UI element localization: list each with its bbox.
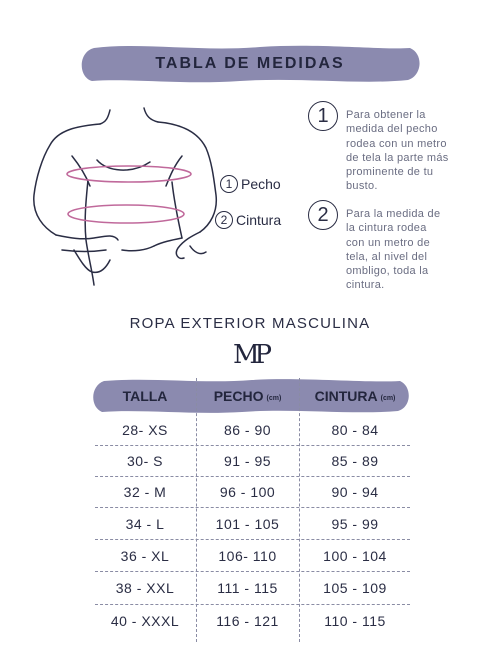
instruction-line: cintura. xyxy=(346,279,385,292)
instruction-line: la cintura rodea xyxy=(346,222,427,235)
header-pecho xyxy=(196,378,299,414)
cell-pecho: 111 - 115 xyxy=(217,579,278,596)
page-title: TABLA DE MEDIDAS xyxy=(155,55,345,72)
header-cintura-unit: (cm) xyxy=(380,394,396,402)
cell-talla: 38 - XXL xyxy=(115,579,175,596)
instruction-line: rodea con un metro xyxy=(346,137,447,150)
instruction-line: Para obtener la xyxy=(346,109,426,121)
callout-number: 1 xyxy=(220,175,238,193)
cell-talla: 30- S xyxy=(127,452,163,469)
cell-cintura: 110 - 115 xyxy=(324,612,386,629)
brand-logo: MP xyxy=(232,340,268,370)
header-talla xyxy=(95,378,195,414)
cell-pecho: 116 - 121 xyxy=(216,612,279,629)
instruction-line: ombligo, toda la xyxy=(346,265,429,278)
waist-instruction xyxy=(346,207,466,293)
section-heading: ROPA EXTERIOR MASCULINA xyxy=(129,315,371,332)
cell-cintura: 100 - 104 xyxy=(323,547,387,564)
cell-talla: 40 - XXXL xyxy=(110,612,180,629)
instruction-number: 2 xyxy=(308,200,338,230)
cell-pecho: 86 - 90 xyxy=(223,421,272,438)
instruction-line: prominente de tu xyxy=(346,166,434,179)
cell-cintura: 90 - 94 xyxy=(331,483,379,500)
header-pecho-label: PECHO xyxy=(213,388,264,404)
chest-instruction xyxy=(346,108,466,194)
instruction-line: de tela la parte más xyxy=(346,151,449,164)
cell-talla: 32 - M xyxy=(123,483,167,500)
cell-cintura: 105 - 109 xyxy=(323,579,387,596)
cell-pecho: 91 - 95 xyxy=(223,452,272,469)
callout-number: 2 xyxy=(215,211,233,229)
cell-pecho: 96 - 100 xyxy=(219,483,276,500)
callout-label: Pecho xyxy=(241,176,281,192)
waist-callout xyxy=(215,211,281,229)
instruction-line: medida del pecho xyxy=(346,123,438,136)
instruction-line: con un metro de xyxy=(346,236,430,249)
cell-cintura: 85 - 89 xyxy=(331,452,379,469)
header-pecho-unit: (cm) xyxy=(266,394,282,402)
cell-talla: 28- XS xyxy=(122,421,168,438)
torso-illustration xyxy=(22,100,232,290)
cell-pecho: 106- 110 xyxy=(218,547,277,564)
cell-talla: 34 - L xyxy=(125,515,165,532)
cell-cintura: 95 - 99 xyxy=(331,515,379,532)
instruction-line: Para la medida de xyxy=(346,208,441,220)
instruction-line: tela, al nivel del xyxy=(346,250,428,263)
header-cintura-label: CINTURA xyxy=(314,388,378,404)
cell-cintura: 80 - 84 xyxy=(331,421,379,438)
instruction-line: busto. xyxy=(346,180,378,193)
chest-callout xyxy=(220,175,281,193)
header-cintura xyxy=(300,378,410,414)
instruction-number: 1 xyxy=(308,101,338,131)
cell-talla: 36 - XL xyxy=(120,547,170,564)
cell-pecho: 101 - 105 xyxy=(215,515,280,532)
callout-label: Cintura xyxy=(236,212,282,228)
header-talla-label: TALLA xyxy=(122,388,168,404)
